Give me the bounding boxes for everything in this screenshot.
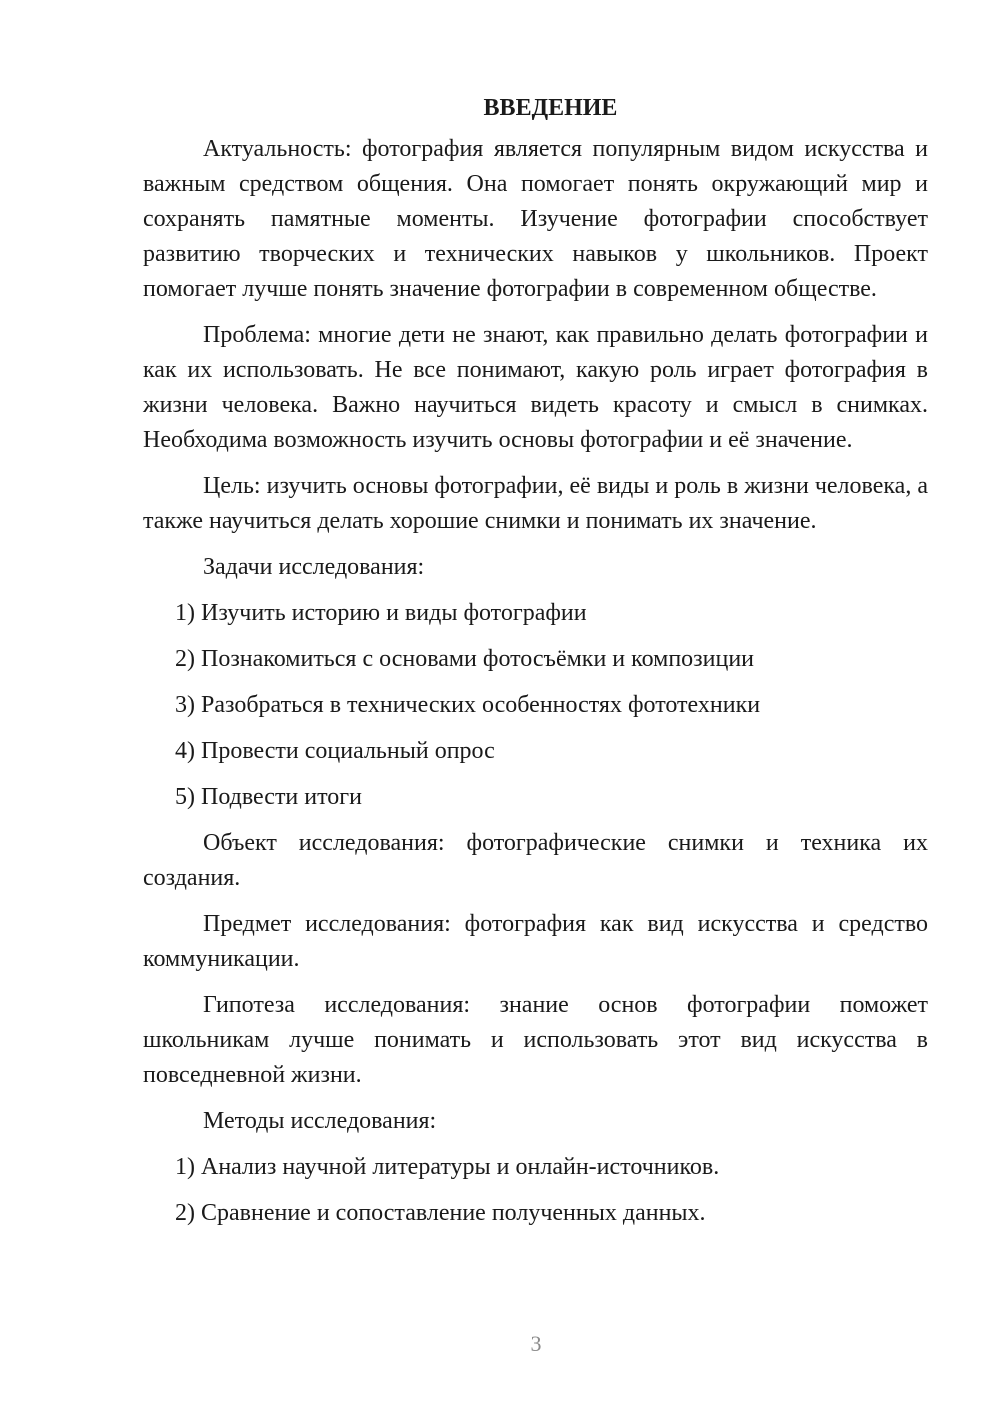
- task-item: 5) Подвести итоги: [175, 784, 362, 810]
- problem-paragraph: Проблема: многие дети не знают, как правильно делать фотографии и как их использовать. Не все понимают, какую роль играет фотография в жизни человека. Важно научиться видеть красоту и смысл в снимках. Необходима возможность изучить основы фотографии и её значение.: [143, 322, 928, 453]
- hypothesis-paragraph: Гипотеза исследования: знание основ фотографии поможет школьникам лучше понимать и использовать этот вид искусства в повседневной жизни.: [143, 992, 928, 1088]
- task-item: 4) Провести социальный опрос: [175, 738, 495, 764]
- method-item: 2) Сравнение и сопоставление полученных данных.: [175, 1200, 706, 1226]
- tasks-heading: Задачи исследования:: [203, 554, 425, 580]
- task-item: 2) Познакомиться с основами фотосъёмки и композиции: [175, 646, 755, 672]
- relevance-paragraph: Актуальность: фотография является популярным видом искусства и важным средством общения. Она помогает понять окружающий мир и сохранять памятные моменты. Изучение фотографии способствует развитию творческих и технических навыков у школьников. Проект помогает лучше понять значение фотографии в современном обществе.: [143, 136, 928, 302]
- object-paragraph: Объект исследования: фотографические снимки и техника их создания.: [143, 830, 928, 891]
- task-item: 3) Разобраться в технических особенностях фототехники: [175, 692, 761, 718]
- task-item: 1) Изучить историю и виды фотографии: [175, 600, 587, 626]
- methods-heading: Методы исследования:: [203, 1108, 437, 1134]
- method-item: 1) Анализ научной литературы и онлайн-источников.: [175, 1154, 720, 1180]
- goal-paragraph: Цель: изучить основы фотографии, её виды и роль в жизни человека, а также научиться делать хорошие снимки и понимать их значение.: [143, 473, 928, 534]
- page-title: ВВЕДЕНИЕ: [483, 95, 618, 121]
- page-number: 3: [530, 1331, 542, 1356]
- subject-paragraph: Предмет исследования: фотография как вид искусства и средство коммуникации.: [143, 911, 928, 972]
- page-content: [143, 91, 928, 1242]
